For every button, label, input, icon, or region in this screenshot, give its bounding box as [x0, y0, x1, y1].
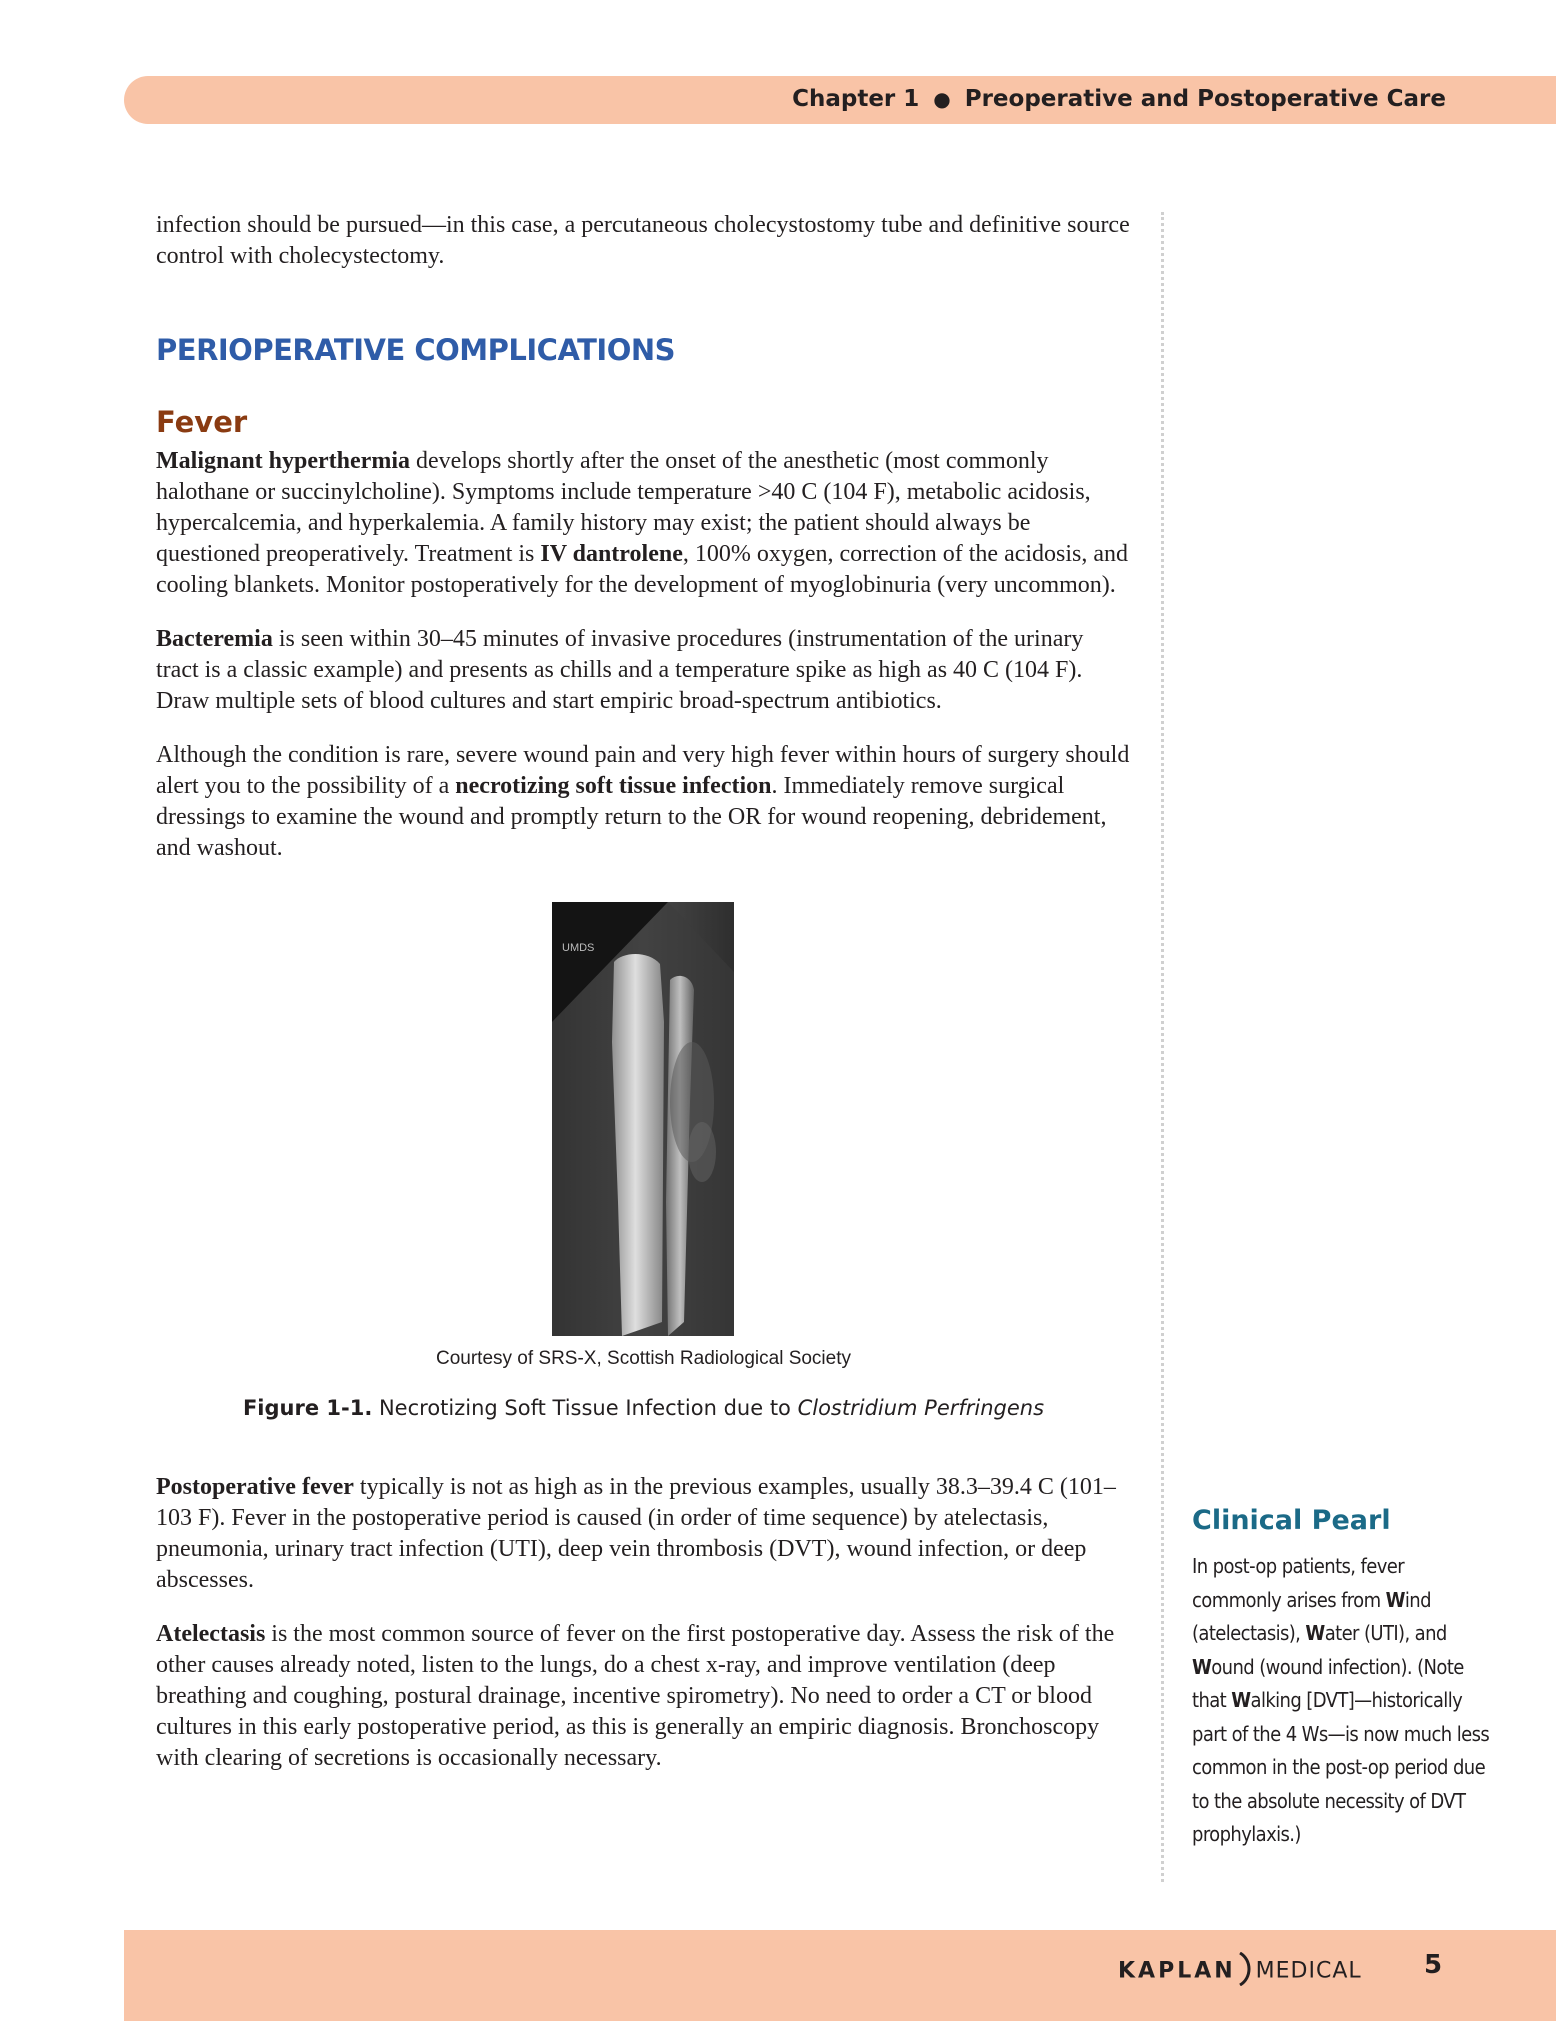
- page-number: 5: [1424, 1950, 1443, 1980]
- bullet-icon: ●: [933, 87, 951, 111]
- intro-paragraph: infection should be pursued—in this case, a percutaneous cholecystostomy tube and definitive source control with cholecystectomy.: [156, 212, 1130, 269]
- running-head: [792, 86, 1446, 112]
- header-band: [124, 76, 1556, 124]
- term-postoperative-fever: Postoperative fever: [156, 1474, 354, 1500]
- section-heading: PERIOPERATIVE COMPLICATIONS: [156, 333, 676, 367]
- necrotizing-paragraph: [156, 740, 1131, 864]
- paragraph-text: is seen within 30–45 minutes of invasive procedures (instrumentation of the urinary tract is a classic example) and presents as chills and a temperature spike as high as 40 C (104 F). Draw multiple sets of blood cultures and start empiric broad-spectrum antibiotics.: [156, 626, 1084, 714]
- column-divider: [1161, 212, 1164, 1882]
- figure-number: Figure 1-1.: [242, 1396, 373, 1420]
- pearl-w: W: [1192, 1654, 1212, 1679]
- clinical-pearl-sidebar: [1192, 1504, 1492, 1852]
- paragraph-text: is the most common source of fever on the first postoperative day. Assess the risk of the other causes already noted, listen to the lungs, do a chest x-ray, and improve ventilation (deep breathing and coughing, postural drainage, incentive spirometry). No need to order a CT or blood cultures in this early postoperative period, as this is generally an empiric diagnosis. Bronchoscopy with clearing of secretions is occasionally necessary.: [156, 1621, 1115, 1771]
- xray-label: UMDS: [562, 942, 595, 954]
- postoperative-fever-paragraph: [156, 1472, 1131, 1596]
- caption-text: Necrotizing Soft Tissue Infection due to: [372, 1396, 798, 1420]
- paragraph-text: develops shortly after the onset of the anesthetic (most commonly halothane or succinylcholine). Symptoms include temperature >40 C (104 F), metabolic acidosis, hypercalcemia, and hyperkalemia. A family history may exist; the patient should always be questioned preoperatively. Treatment is: [156, 448, 1091, 567]
- pearl-text: ater (UTI), and: [1324, 1621, 1447, 1645]
- pearl-w: W: [1305, 1621, 1325, 1645]
- term-malignant-hyperthermia: Malignant hyperthermia: [156, 448, 410, 474]
- paragraph-text: . Immediately remove surgical dressings to examine the wound and promptly return to the OR for wound reopening, debridement, and washout.: [156, 773, 1107, 861]
- figure-1-1: [156, 902, 1131, 1472]
- caption-italic: Clostridium Perfringens: [797, 1396, 1045, 1420]
- subsection-heading: Fever: [156, 405, 248, 439]
- clinical-pearl-title: Clinical Pearl: [1192, 1505, 1391, 1536]
- term-necrotizing-soft-tissue-infection: necrotizing soft tissue infection: [455, 773, 772, 799]
- paragraph-text: typically is not as high as in the previous examples, usually 38.3–39.4 C (101–103 F). Fever in the postoperative period is caused (in order of time sequence) by atelectasis, pneumonia, urinary tract infection (UTI), deep vein thrombosis (DVT), wound infection, or deep abscesses.: [156, 1474, 1116, 1593]
- chapter-title: Preoperative and Postoperative Care: [964, 86, 1446, 112]
- pearl-text: In post-op patients, fever commonly arises from: [1192, 1554, 1405, 1612]
- main-column: [156, 210, 1131, 1797]
- chapter-label: Chapter 1: [792, 86, 920, 112]
- clinical-pearl-text: [1192, 1550, 1492, 1852]
- figure-caption: [156, 1396, 1131, 1420]
- pearl-text: ound (wound infection). (Note that: [1192, 1654, 1464, 1712]
- xray-image: [552, 902, 734, 1336]
- atelectasis-paragraph: [156, 1619, 1131, 1774]
- term-bacteremia: Bacteremia: [156, 626, 273, 652]
- swoosh-icon: [1238, 1952, 1254, 1990]
- term-iv-dantrolene: IV dantrolene: [540, 541, 683, 567]
- paragraph-text: , 100% oxygen, correction of the acidosis, and cooling blankets. Monitor postoperatively for the development of myoglobinuria (very uncommon).: [156, 541, 1129, 598]
- logo-suffix: MEDICAL: [1255, 1958, 1362, 1984]
- pearl-text: ind (atelectasis),: [1192, 1587, 1431, 1645]
- pearl-w: W: [1231, 1688, 1251, 1712]
- logo-brand: KAPLAN: [1118, 1958, 1236, 1984]
- paragraph-text: Although the condition is rare, severe wound pain and very high fever within hours of surgery should alert you to the possibility of a: [156, 742, 1130, 799]
- xray-illustration: [552, 902, 734, 1336]
- pearl-w: W: [1385, 1587, 1405, 1612]
- term-atelectasis: Atelectasis: [156, 1621, 266, 1647]
- malignant-hyperthermia-paragraph: [156, 446, 1131, 601]
- pearl-text: alking [DVT]—historically part of the 4 Ws—is now much less common in the post-op period due to the absolute necessity of DVT prophylaxis.): [1192, 1688, 1490, 1846]
- bacteremia-paragraph: [156, 624, 1131, 717]
- figure-credit: Courtesy of SRS-X, Scottish Radiological Society: [435, 1348, 851, 1369]
- kaplan-medical-logo: [1118, 1952, 1362, 1988]
